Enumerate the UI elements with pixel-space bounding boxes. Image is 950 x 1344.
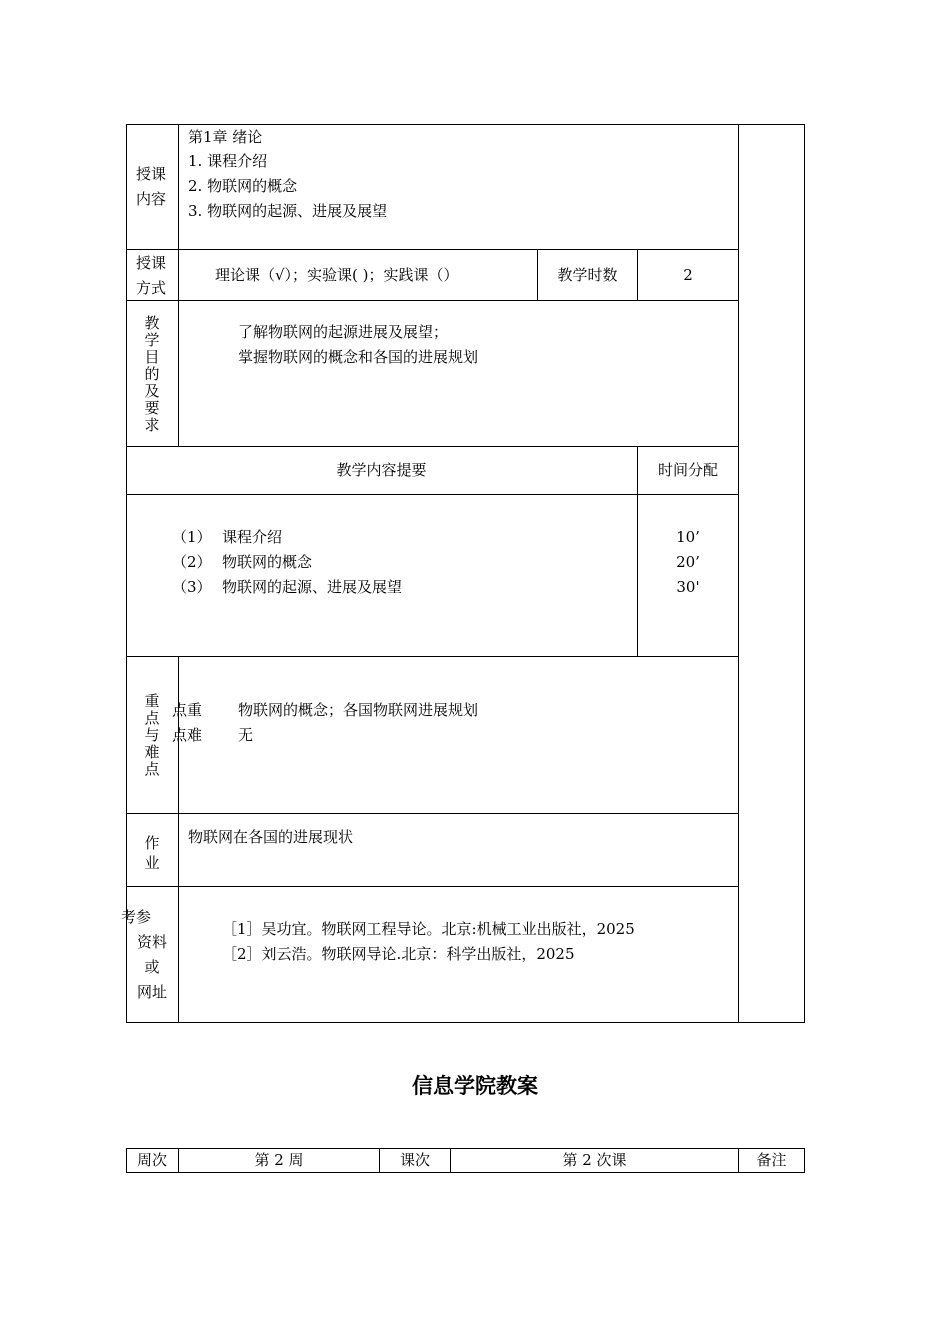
content-item: 3. 物联网的起源、进展及展望 (188, 202, 388, 220)
homework-label: 作业 (144, 834, 160, 872)
goal-item: 掌握物联网的概念和各国的进展规划 (238, 348, 479, 366)
difficult-label: 点难 (172, 726, 203, 744)
hours-label: 教学时数 (557, 266, 618, 284)
week-value: 第 2 周 (254, 1151, 304, 1169)
summary-item-number: （2） (172, 553, 212, 571)
refs-label-top: 考参 (121, 908, 152, 926)
session-value: 第 2 次课 (562, 1151, 627, 1169)
difficult-value: 无 (238, 726, 254, 744)
refs-label: 资料 或 网址 (136, 933, 167, 1001)
reference-item: ［1］吴功宜。物联网工程导论。北京:机械工业出版社，2025 (222, 920, 635, 938)
time-header: 时间分配 (657, 461, 718, 479)
method-label: 授课 方式 (136, 254, 167, 297)
content-item: 2. 物联网的概念 (188, 177, 298, 195)
key-label: 点重 (172, 701, 203, 719)
summary-item-text: 物联网的起源、进展及展望 (222, 578, 403, 596)
hours-value: 2 (683, 266, 693, 284)
keypoints-label: 重点与难点 (144, 692, 160, 778)
summary-item-number: （1） (172, 528, 212, 546)
summary-item-time: 10’ (676, 528, 700, 546)
goals-label: 教学目的及要求 (144, 314, 160, 434)
page-title: 信息学院教案 (412, 1074, 538, 1098)
content-label: 授课 内容 (136, 165, 167, 208)
summary-item-number: （3） (172, 578, 212, 596)
session-label: 课次 (399, 1151, 430, 1169)
key-value: 物联网的概念；各国物联网进展规划 (238, 701, 479, 719)
goal-item: 了解物联网的起源进展及展望； (238, 323, 449, 341)
summary-item-time: 20’ (676, 553, 700, 571)
summary-header: 教学内容提要 (336, 461, 427, 479)
summary-item-text: 物联网的概念 (222, 553, 313, 571)
summary-item-time: 30' (676, 578, 700, 596)
method-value: 理论课（√）；实验课( )；实践课（） (215, 266, 459, 284)
content-item: 1. 课程介绍 (188, 152, 268, 170)
reference-item: ［2］刘云浩。物联网导论.北京：科学出版社，2025 (222, 945, 575, 963)
chapter-title: 第1章 绪论 (188, 128, 263, 146)
homework-value: 物联网在各国的进展现状 (188, 828, 354, 846)
remark-label: 备注 (756, 1151, 787, 1169)
summary-item-text: 课程介绍 (222, 528, 283, 546)
week-label: 周次 (136, 1151, 167, 1169)
